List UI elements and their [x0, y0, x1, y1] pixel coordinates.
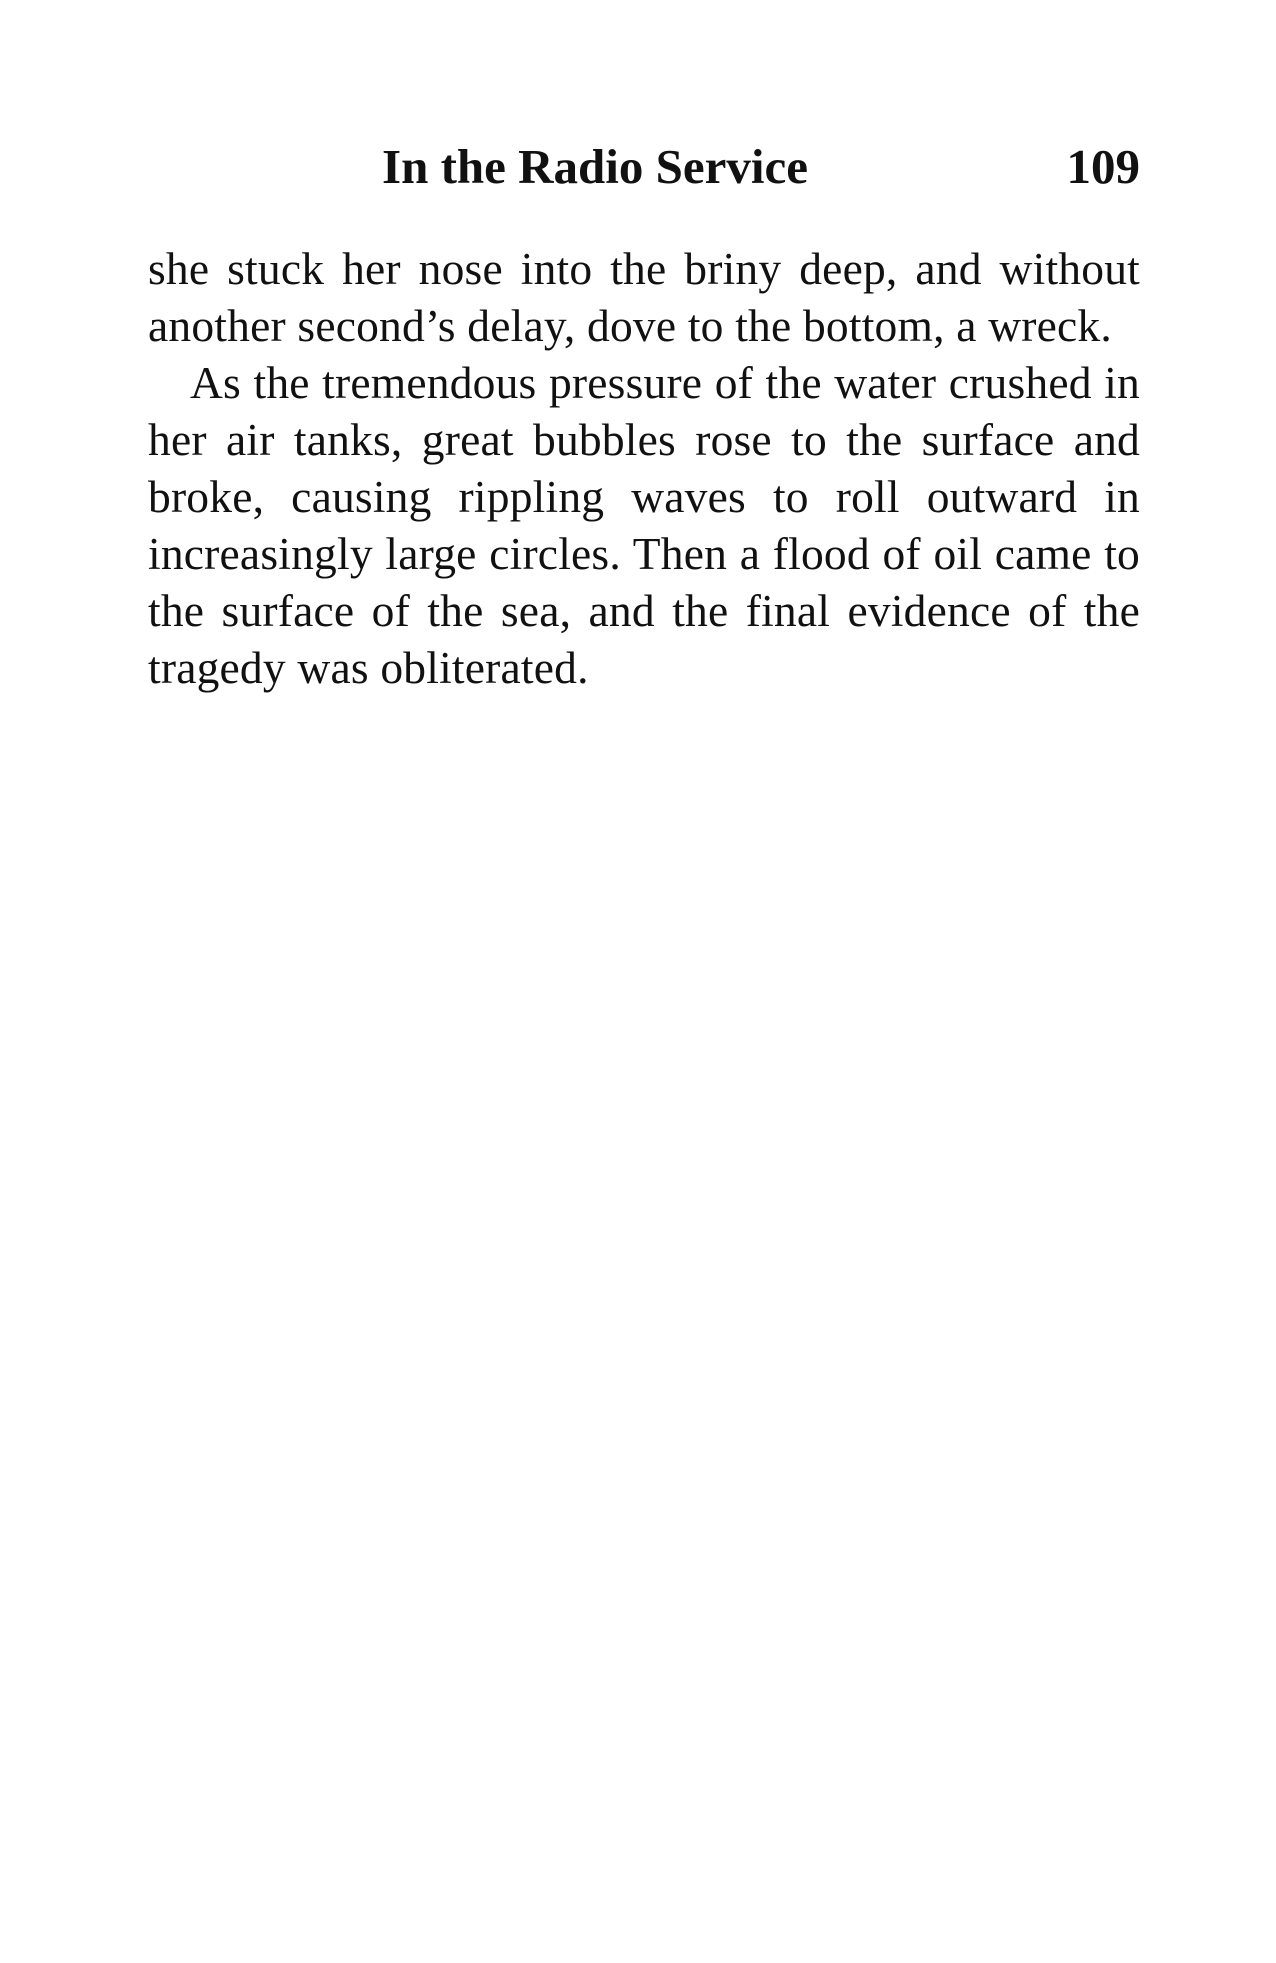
paragraph: As the tremendous pressure of the water crushed in her air tanks, great bubbles rose to the surface and broke, causing rippling waves to roll outward in increasingly large circles. Then a flood of oil came to the surface of the sea, and the final evidence of the tragedy was obliterated. — [148, 357, 1140, 693]
paragraph-continuation: she stuck her nose into the briny deep, and without another second’s delay, dove to the bottom, a wreck. — [148, 243, 1140, 351]
running-header — [148, 132, 1140, 202]
body-text — [148, 240, 1140, 696]
page-number: 109 — [1066, 139, 1140, 194]
running-title: In the Radio Service — [382, 139, 808, 194]
